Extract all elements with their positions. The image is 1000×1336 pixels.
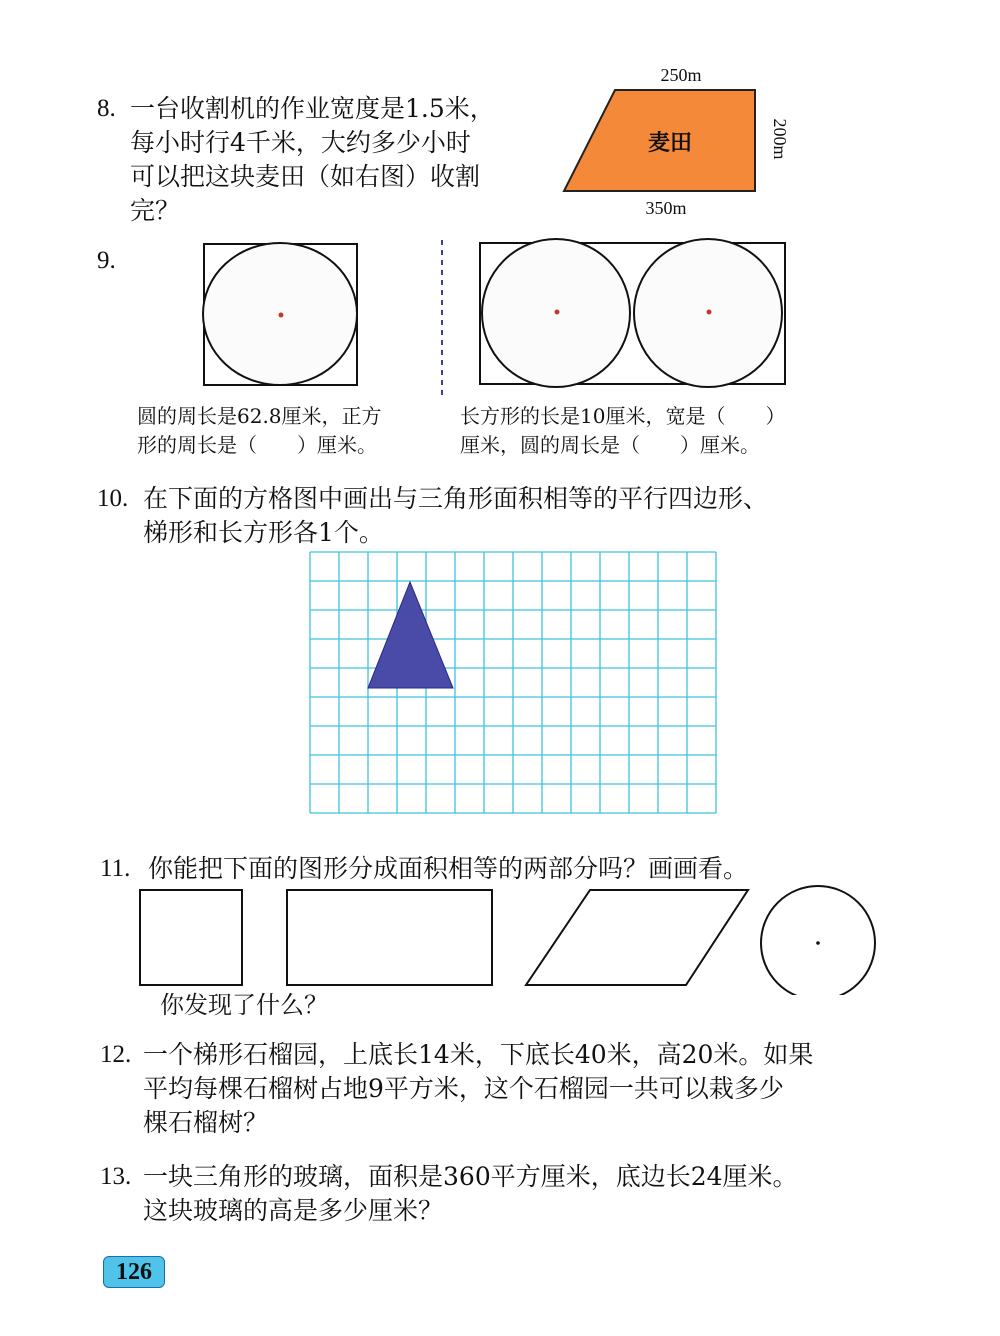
q9-right-line-1: 长方形的长是10厘米，宽是（ ）: [460, 404, 786, 428]
square-shape: [140, 890, 242, 985]
q13-line-1: 一块三角形的玻璃，面积是360平方厘米，底边长24厘米。: [143, 1162, 798, 1191]
circle-shape-center-dot: [816, 941, 820, 945]
q8-line-2: 每小时行4千米，大约多少小时: [130, 128, 471, 157]
q11-text: 你能把下面的图形分成面积相等的两部分吗？画画看。: [148, 854, 749, 883]
q12-number: 12.: [100, 1041, 132, 1068]
q12-line-2: 平均每棵石榴树占地9平方米，这个石榴园一共可以栽多少: [143, 1074, 784, 1103]
q11-shapes: [130, 880, 890, 995]
q12-text: [143, 1038, 813, 1140]
q9-left-line-1: 圆的周长是62.8厘米，正方: [137, 404, 382, 428]
right-circle-center-dot: [707, 310, 712, 315]
given-triangle: [368, 582, 453, 688]
q12-line-3: 棵石榴树？: [143, 1108, 269, 1137]
q11-number: 11.: [100, 855, 131, 882]
q9-figures: [195, 235, 805, 395]
q8-line-3: 可以把这块麦田（如右图）收割: [130, 162, 481, 191]
field-top-length: 250m: [660, 65, 702, 85]
left-circle-center-dot: [555, 310, 560, 315]
field-bottom-length: 350m: [645, 198, 687, 218]
q9-right-line-2: 厘米，圆的周长是（ ）厘米。: [460, 433, 760, 457]
q8-line-1: 一台收割机的作业宽度是1.5米，: [130, 94, 495, 123]
q13-line-2: 这块玻璃的高是多少厘米？: [143, 1196, 444, 1225]
q9-left-caption: [137, 402, 382, 460]
square-grid[interactable]: [308, 550, 720, 826]
q8-number: 8.: [97, 95, 116, 122]
q10-number: 10.: [97, 485, 129, 512]
rectangle-shape: [287, 890, 492, 985]
wheat-field-trapezoid: [550, 55, 810, 225]
q13-number: 13.: [100, 1163, 132, 1190]
q13-text: [143, 1160, 798, 1228]
q10-line-2: 梯形和长方形各1个。: [143, 518, 384, 547]
q10-line-1: 在下面的方格图中画出与三角形面积相等的平行四边形、: [143, 484, 769, 513]
page-number-badge: [103, 1256, 165, 1288]
q12-line-1: 一个梯形石榴园，上底长14米，下底长40米，高20米。如果: [143, 1040, 814, 1069]
q8-line-4: 完？: [130, 196, 181, 225]
q9-left-line-2: 形的周长是（ ）厘米。: [137, 433, 377, 457]
q8-text: [130, 92, 495, 228]
q9-number: 9.: [97, 247, 116, 274]
field-height-length: 200m: [770, 118, 790, 160]
wheat-field-label: 麦田: [647, 131, 693, 156]
q10-text: [143, 482, 768, 550]
parallelogram-shape: [526, 890, 748, 985]
circle-center-dot: [279, 313, 284, 318]
page-number: 126: [116, 1259, 152, 1285]
q11-discover: 你发现了什么？: [160, 991, 328, 1019]
q9-right-caption: [460, 402, 785, 460]
circle-shape: [761, 886, 875, 995]
